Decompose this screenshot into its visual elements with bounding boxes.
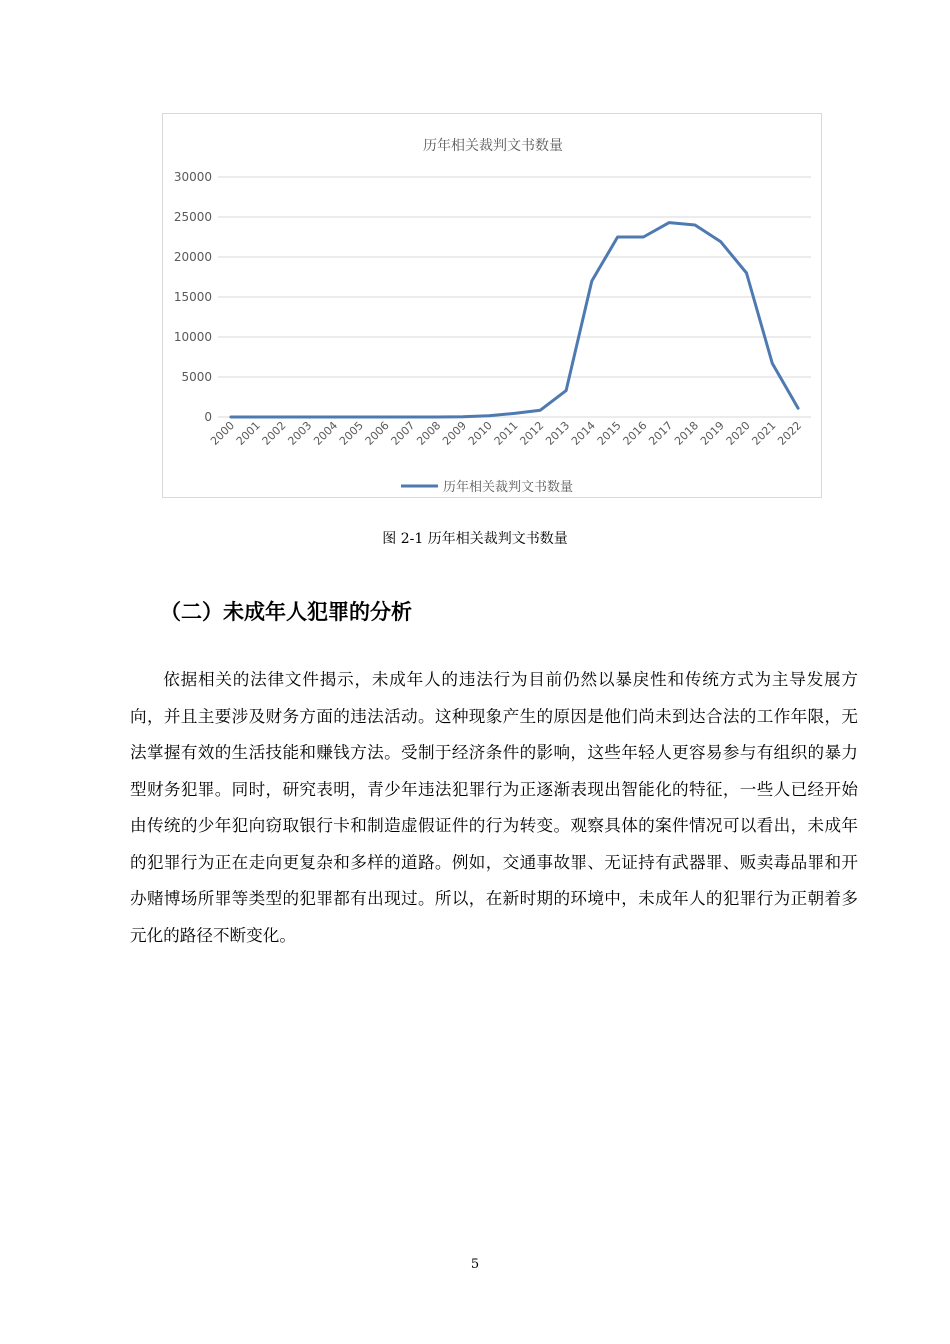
x-tick-label: 2007	[388, 418, 418, 448]
y-axis-tick-labels	[174, 170, 212, 424]
series-line	[231, 223, 798, 417]
x-tick-label: 2001	[233, 418, 263, 448]
x-tick-label: 2005	[336, 418, 366, 448]
y-tick-label: 30000	[173, 170, 212, 184]
figure-caption: 图 2-1 历年相关裁判文书数量	[382, 531, 568, 547]
x-tick-label: 2022	[775, 418, 805, 448]
x-tick-label: 2008	[414, 418, 444, 448]
x-tick-label: 2000	[208, 418, 238, 448]
x-tick-label: 2009	[440, 418, 470, 448]
y-tick-label: 10000	[173, 330, 212, 344]
x-tick-label: 2020	[723, 418, 753, 448]
x-tick-label: 2003	[285, 418, 315, 448]
y-tick-label: 0	[204, 410, 212, 424]
x-tick-label: 2010	[465, 418, 495, 448]
y-tick-label: 20000	[173, 250, 212, 264]
x-tick-label: 2012	[517, 418, 547, 448]
x-axis-tick-labels	[208, 419, 804, 448]
chart-container	[162, 113, 822, 498]
x-tick-label: 2011	[491, 418, 521, 448]
x-tick-label: 2002	[259, 418, 289, 448]
legend-label: 历年相关裁判文书数量	[443, 480, 574, 495]
y-tick-label: 25000	[173, 210, 212, 224]
line-chart	[163, 114, 823, 499]
body-paragraph: 依据相关的法律文件揭示，未成年人的违法行为目前仍然以暴戾性和传统方式为主导发展方向，并且主要涉及财务方面的违法活动。这种现象产生的原因是他们尚未到达合法的工作年限，无法掌握有效的生活技能和赚钱方法。受制于经济条件的影响，这些年轻人更容易参与有组织的暴力型财务犯罪。同时，研究表明，青少年违法犯罪行为正逐渐表现出智能化的特征，一些人已经开始由传统的少年犯向窃取银行卡和制造虚假证件的行为转变。观察具体的案件情况可以看出，未成年的犯罪行为正在走向更复杂和多样的道路。例如，交通事故罪、无证持有武器罪、贩卖毒品罪和开办赌博场所罪等类型的犯罪都有出现过。所以，在新时期的环境中，未成年人的犯罪行为正朝着多元化的路径不断变化。	[130, 670, 858, 945]
x-tick-label: 2004	[311, 418, 341, 448]
gridlines	[218, 177, 811, 417]
chart-title: 历年相关裁判文书数量	[423, 138, 563, 154]
y-tick-label: 15000	[173, 290, 212, 304]
x-tick-label: 2006	[362, 418, 392, 448]
legend	[401, 479, 573, 495]
x-tick-label: 2019	[697, 418, 727, 448]
y-tick-label: 5000	[181, 370, 212, 384]
section-heading: （二）未成年人犯罪的分析	[160, 600, 412, 624]
x-tick-label: 2015	[594, 418, 624, 448]
x-tick-label: 2021	[749, 418, 779, 448]
x-tick-label: 2016	[620, 418, 650, 448]
page-number: 5	[470, 1257, 480, 1272]
x-tick-label: 2018	[672, 418, 702, 448]
x-tick-label: 2014	[568, 418, 598, 448]
x-tick-label: 2017	[646, 418, 676, 448]
series-lines	[231, 223, 798, 417]
x-tick-label: 2013	[543, 418, 573, 448]
